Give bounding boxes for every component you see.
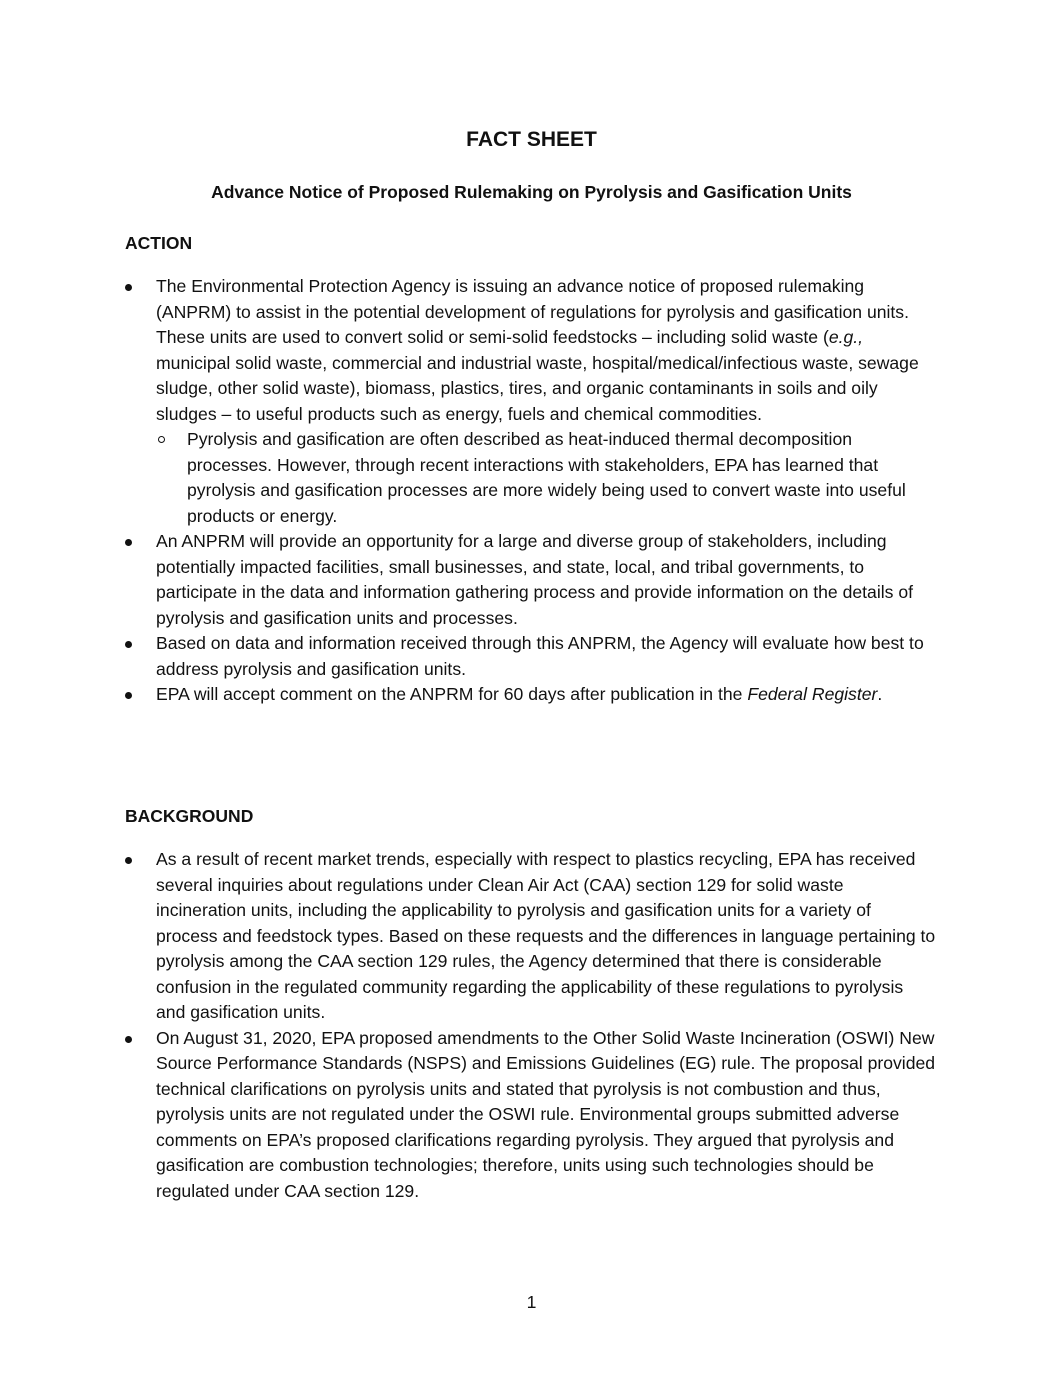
bullet-icon bbox=[125, 1036, 132, 1043]
bullet-icon bbox=[125, 284, 132, 291]
list-item-text: municipal solid waste, commercial and industrial waste, hospital/medical/infectious waste, sewage sludge, other solid waste), biomass, plastics, tires, and organic contaminants in soils and oily sludges – to useful products such as energy, fuels and chemical commodities. bbox=[156, 352, 919, 424]
bullet-icon bbox=[125, 641, 132, 648]
hollow-bullet-icon bbox=[158, 436, 165, 443]
bullet-icon bbox=[125, 539, 132, 546]
list-item-text: On August 31, 2020, EPA proposed amendments to the Other Solid Waste Incineration (OSWI) New Source Performance Standards (NSPS) and Emissions Guidelines (EG) rule. The proposal provided technical clarifications on pyrolysis units and stated that pyrolysis is not combustion and thus, pyrolysis units are not regulated under the OSWI rule. Environmental groups submitted adverse comments on EPA’s proposed clarifications regarding pyrolysis. They argued that pyrolysis and gasification are combustion technologies; therefore, units using such technologies should be regulated under CAA section 129. bbox=[156, 1027, 936, 1201]
section-heading-action: ACTION bbox=[125, 233, 193, 253]
action-bullet-list bbox=[125, 274, 937, 708]
list-item bbox=[125, 631, 937, 682]
list-item bbox=[125, 847, 937, 1026]
background-bullet-list bbox=[125, 847, 937, 1204]
list-item bbox=[125, 529, 937, 631]
list-item-italic: Federal Register bbox=[747, 684, 878, 704]
list-item-text: EPA will accept comment on the ANPRM for 60 days after publication in the bbox=[156, 684, 748, 704]
list-item bbox=[125, 274, 937, 529]
list-item-text: Based on data and information received through this ANPRM, the Agency will evaluate how best to address pyrolysis and gasification units. bbox=[156, 633, 924, 679]
sub-bullet-list bbox=[156, 427, 937, 529]
bullet-icon bbox=[125, 857, 132, 864]
page-subtitle: Advance Notice of Proposed Rulemaking on Pyrolysis and Gasification Units bbox=[211, 182, 852, 202]
list-item-text: The Environmental Protection Agency is issuing an advance notice of proposed rulemaking (ANPRM) to assist in the potential development of regulations for pyrolysis and gasification units. These units are used to convert solid or semi-solid feedstocks – including solid waste ( bbox=[156, 276, 909, 347]
list-item bbox=[125, 682, 937, 708]
sub-list-item-text: Pyrolysis and gasification are often described as heat-induced thermal decomposition processes. However, through recent interactions with stakeholders, EPA has learned that pyrolysis and gasification processes are more widely being used to convert waste into useful products or energy. bbox=[187, 429, 906, 526]
bullet-icon bbox=[125, 692, 132, 699]
list-item-text: As a result of recent market trends, especially with respect to plastics recycling, EPA has received several inquiries about regulations under Clean Air Act (CAA) section 129 for solid waste incineration units, including the applicability to pyrolysis and gasification units for a variety of process and feedstock types. Based on these requests and the differences in language pertaining to pyrolysis among the CAA section 129 rules, the Agency determined that there is considerable confusion in the regulated community regarding the applicability of these regulations to pyrolysis and gasification units. bbox=[156, 849, 936, 1022]
list-item-text: An ANPRM will provide an opportunity for a large and diverse group of stakeholders, including potentially impacted facilities, small businesses, and state, local, and tribal governments, to participate in the data and information gathering process and provide information on the details of pyrolysis and gasification units and processes. bbox=[156, 531, 914, 628]
sub-list-item bbox=[156, 427, 937, 529]
list-item-text: . bbox=[877, 684, 883, 704]
page-number: 1 bbox=[526, 1292, 537, 1312]
list-item bbox=[125, 1026, 937, 1205]
list-item-italic: e.g., bbox=[828, 327, 864, 347]
section-heading-background: BACKGROUND bbox=[125, 806, 254, 826]
page-title: FACT SHEET bbox=[466, 128, 597, 151]
